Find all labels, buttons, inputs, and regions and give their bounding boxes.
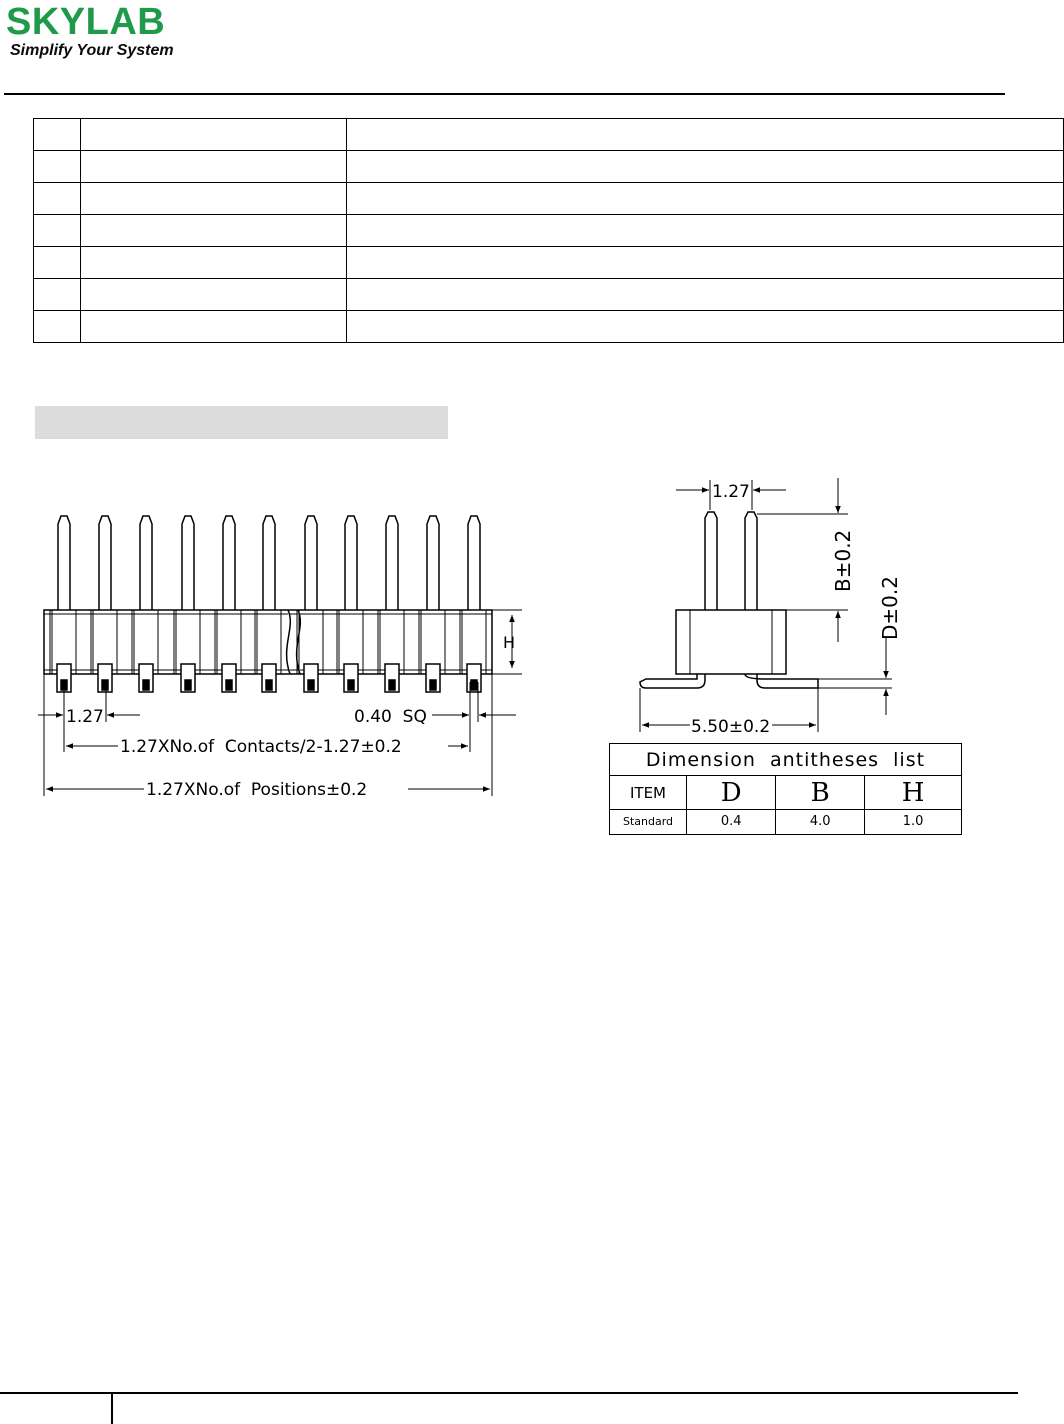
table-cell: [34, 183, 81, 215]
table-cell: [34, 279, 81, 311]
table-cell: [34, 151, 81, 183]
pin: [263, 516, 275, 610]
table-row: [34, 183, 1064, 215]
pin-square: [226, 680, 232, 690]
column-header-d: D: [687, 776, 776, 809]
d-dimension-label: D±0.2: [878, 576, 902, 640]
b-dimension-label: B±0.2: [831, 529, 855, 592]
footer-divider: [0, 1392, 1018, 1394]
table-cell: [81, 215, 347, 247]
pin-square: [471, 680, 477, 690]
pin: [345, 516, 357, 610]
pin: [58, 516, 70, 610]
table-cell: [34, 247, 81, 279]
table-cell: [81, 311, 347, 343]
pin-square: [308, 680, 314, 690]
header-divider: [4, 93, 1005, 95]
table-cell: [347, 119, 1064, 151]
table-cell: [34, 215, 81, 247]
pin: [140, 516, 152, 610]
side-bent-lead: [745, 674, 818, 688]
side-pin: [745, 512, 757, 610]
table-cell: [34, 119, 81, 151]
standard-row-label: Standard: [610, 809, 687, 834]
table-cell: [81, 247, 347, 279]
value-b: 4.0: [776, 809, 865, 834]
table-cell: [34, 311, 81, 343]
table-cell: [81, 183, 347, 215]
side-housing: [676, 610, 786, 674]
column-header-h: H: [865, 776, 962, 809]
pin: [427, 516, 439, 610]
side-bent-lead: [640, 674, 705, 688]
table-cell: [347, 311, 1064, 343]
pin-square: [389, 680, 395, 690]
table-cell: [347, 215, 1064, 247]
pitch-label: 1.27: [66, 707, 104, 727]
side-pitch-label: 1.27: [712, 482, 750, 502]
value-d: 0.4: [687, 809, 776, 834]
pin: [182, 516, 194, 610]
pin: [386, 516, 398, 610]
side-view-drawing: [640, 478, 892, 732]
pin-square: [143, 680, 149, 690]
spec-table: [33, 118, 1064, 343]
dimension-table-title: Dimension antitheses list: [610, 744, 962, 776]
pin-square: [430, 680, 436, 690]
pin-square: [185, 680, 191, 690]
contacts-dimension-label: 1.27XNo.of Contacts/2-1.27±0.2: [120, 737, 402, 757]
pin: [99, 516, 111, 610]
width-dimension-label: 5.50±0.2: [691, 717, 771, 737]
table-row: [34, 311, 1064, 343]
pin: [468, 516, 480, 610]
company-logo: [6, 2, 206, 64]
pin: [305, 516, 317, 610]
pin-square: [348, 680, 354, 690]
table-cell: [347, 183, 1064, 215]
table-cell: [347, 151, 1064, 183]
table-row: [34, 151, 1064, 183]
pin-square: [266, 680, 272, 690]
brand-name: SKYLAB: [6, 1, 166, 43]
height-label: H: [503, 633, 516, 652]
table-row: [34, 247, 1064, 279]
positions-dimension-label: 1.27XNo.of Positions±0.2: [146, 780, 368, 800]
column-header-b: B: [776, 776, 865, 809]
brand-tagline: Simplify Your System: [10, 42, 174, 59]
pin: [223, 516, 235, 610]
table-row: [34, 279, 1064, 311]
pin-size-label: 0.40 SQ: [354, 707, 427, 727]
table-cell: [347, 279, 1064, 311]
table-cell: [81, 119, 347, 151]
section-heading-bar: [35, 406, 448, 439]
item-header: ITEM: [610, 776, 687, 809]
table-row: [34, 119, 1064, 151]
footer-column-divider: [111, 1392, 113, 1424]
table-cell: [81, 151, 347, 183]
table-row: [34, 215, 1064, 247]
value-h: 1.0: [865, 809, 962, 834]
dimension-table: [609, 743, 962, 835]
side-pin: [705, 512, 717, 610]
pin-square: [102, 680, 108, 690]
table-cell: [347, 247, 1064, 279]
table-cell: [81, 279, 347, 311]
